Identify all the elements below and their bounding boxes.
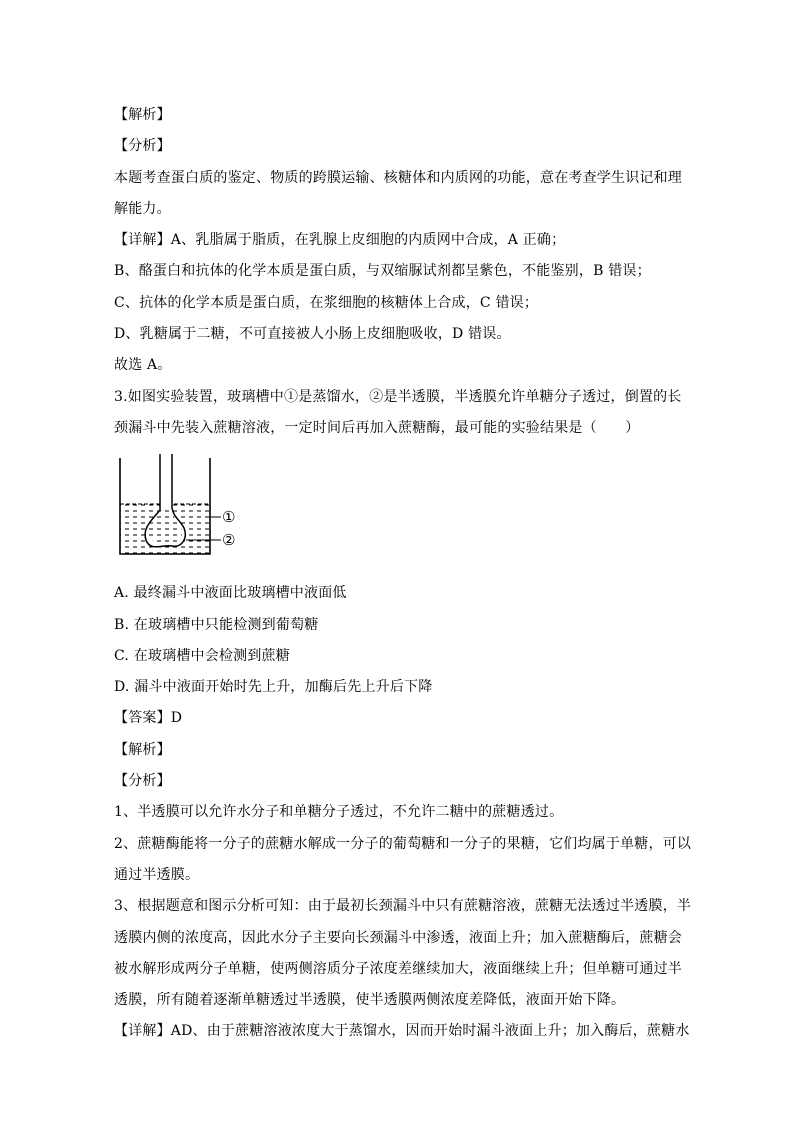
label-2: ②: [222, 531, 236, 550]
text-line: 解能力。: [114, 200, 171, 217]
text-line: 【分析】: [114, 773, 171, 790]
options-list: [114, 578, 684, 703]
osmosis-apparatus-drawing: [116, 454, 246, 572]
text-line: 3、根据题意和图示分析可知：由于最初长颈漏斗中只有蔗糖溶液，蔗糖无法透过半透膜，半: [114, 898, 692, 915]
analysis-section-q2: [114, 100, 684, 444]
text-line: 本题考查蛋白质的鉴定、物质的跨膜运输、核糖体和内质网的功能，意在考查学生识记和理: [114, 169, 682, 186]
text-line: 【详解】AD、由于蔗糖溶液浓度大于蒸馏水，因而开始时漏斗液面上升；加入酶后，蔗糖水: [114, 1023, 690, 1040]
osmosis-apparatus-figure: [116, 454, 246, 572]
option-d: D. 漏斗中液面开始时先上升，加酶后先上升后下降: [114, 679, 433, 696]
text-line: 【解析】: [114, 107, 171, 123]
text-line: 故选 A。: [114, 357, 172, 374]
option-b: B. 在玻璃槽中只能检测到葡萄糖: [114, 616, 319, 633]
text-line: 【详解】A、乳脂属于脂质，在乳腺上皮细胞的内质网中合成，A 正确；: [114, 232, 566, 249]
text-line: 透膜内侧的浓度高，因此水分子主要向长颈漏斗中渗透，液面上升；加入蔗糖酶后，蔗糖会: [114, 929, 682, 946]
text-line: 【分析】: [114, 138, 171, 155]
text-line: C、抗体的化学本质是蛋白质，在浆细胞的核糖体上合成，C 错误；: [114, 294, 539, 311]
answer-analysis-q3: [114, 703, 692, 1047]
label-1: ①: [222, 508, 236, 527]
option-c: C. 在玻璃槽中会检测到蔗糖: [114, 647, 290, 664]
text-line: 被水解形成两分子单糖，使两侧溶质分子浓度差继续加大，液面继续上升；但单糖可通过半: [114, 960, 682, 977]
text-line: 1、半透膜可以允许水分子和单糖分子透过，不允许二糖中的蔗糖透过。: [114, 804, 564, 821]
text-line: B、酪蛋白和抗体的化学本质是蛋白质，与双缩脲试剂都呈紫色，不能鉴别，B 错误；: [114, 263, 651, 280]
text-line: 【解析】: [114, 741, 171, 758]
question-stem: 颈漏斗中先装入蔗糖溶液，一定时间后再加入蔗糖酶，最可能的实验结果是（ ）: [114, 419, 640, 436]
text-line: D、乳糖属于二糖，不可直接被人小肠上皮细胞吸收，D 错误。: [114, 326, 511, 343]
answer-line: 【答案】D: [114, 710, 183, 727]
text-line: 2、蔗糖酶能将一分子的蔗糖水解成一分子的葡萄糖和一分子的果糖，它们均属于单糖，可以: [114, 835, 692, 852]
question-stem: 3.如图实验装置，玻璃槽中①是蒸馏水，②是半透膜，半透膜允许单糖分子透过，倒置的长: [114, 388, 682, 405]
option-a: A. 最终漏斗中液面比玻璃槽中液面低: [114, 585, 347, 602]
text-line: 透膜，所有随着逐渐单糖透过半透膜，使半透膜两侧浓度差降低，液面开始下降。: [114, 992, 626, 1009]
document-page: [114, 100, 692, 1048]
text-line: 通过半透膜。: [114, 866, 200, 883]
